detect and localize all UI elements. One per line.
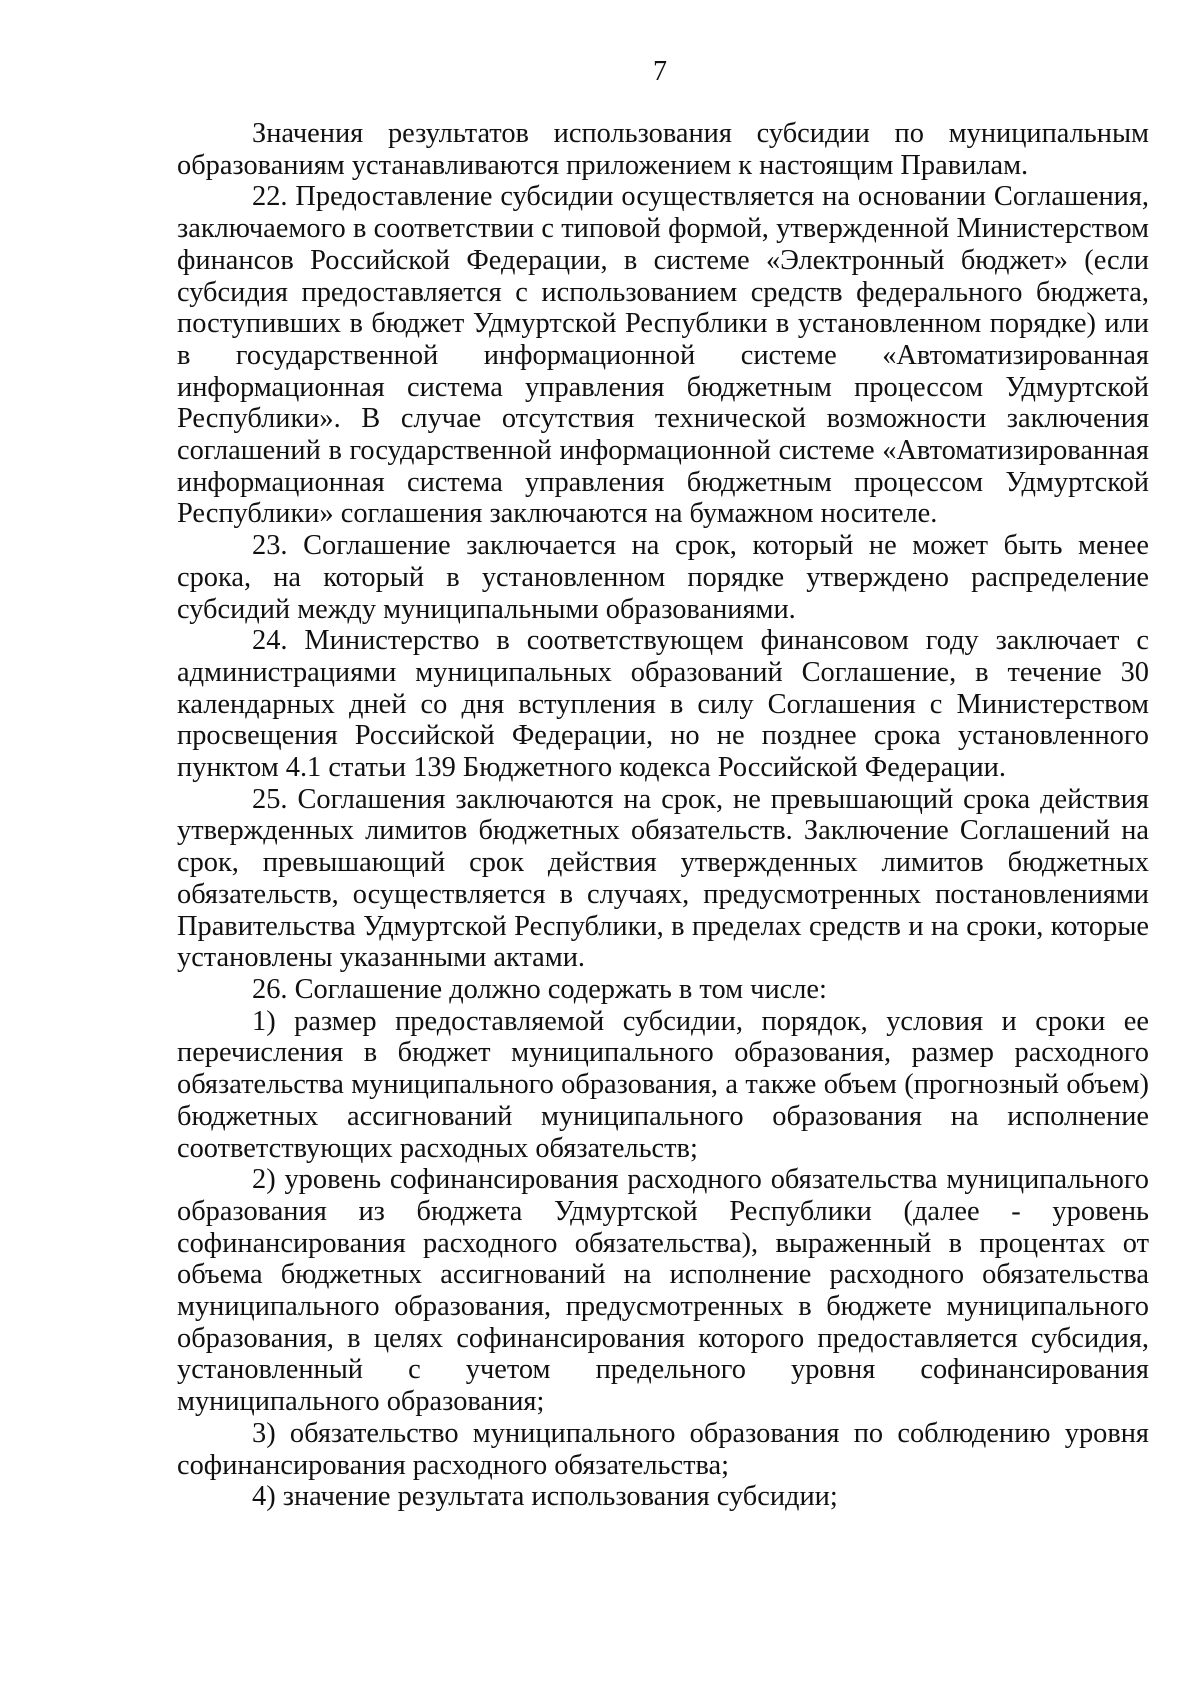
paragraph-25: 25. Соглашения заключаются на срок, не превышающий срока действия утвержденных лимитов бюджетных обязательств. Заключение Соглашений на срок, превышающий срок действия утвержденных лимитов бюджетных обязательств, осуществляется в случаях, предусмотренных постановлениями Правительства Удмуртской Республики, в пределах средств и на сроки, которые установлены указанными актами. xyxy=(177,783,1149,974)
paragraph-24: 24. Министерство в соответствующем финансовом году заключает с администрациями муниципальных образований Соглашение, в течение 30 календарных дней со дня вступления в силу Соглашения с Министерством просвещения Российской Федерации, но не позднее срока установленного пунктом 4.1 статьи 139 Бюджетного кодекса Российской Федерации. xyxy=(177,625,1149,784)
list-item-4: 4) значение результата использования субсидии; xyxy=(252,1481,838,1513)
document-body xyxy=(177,118,1149,1513)
paragraph-results-values: Значения результатов использования субсидии по муниципальным образованиям устанавливаются приложением к настоящим Правилам. xyxy=(177,118,1149,181)
paragraph-26: 26. Соглашение должно содержать в том числе: xyxy=(252,973,827,1005)
paragraph-23: 23. Соглашение заключается на срок, который не может быть менее срока, на который в установленном порядке утверждено распределение субсидий между муниципальными образованиями. xyxy=(177,530,1149,625)
list-item-3: 3) обязательство муниципального образования по соблюдению уровня софинансирования расходного обязательства; xyxy=(177,1417,1149,1481)
list-item-1: 1) размер предоставляемой субсидии, порядок, условия и сроки ее перечисления в бюджет муниципального образования, размер расходного обязательства муниципального образования, а также объем (прогнозный объем) бюджетных ассигнований муниципального образования на исполнение соответствующих расходных обязательств; xyxy=(177,1005,1149,1164)
page-number: 7 xyxy=(653,56,667,87)
list-item-2: 2) уровень софинансирования расходного обязательства муниципального образования из бюджета Удмуртской Республики (далее - уровень софинансирования расходного обязательства), выраженный в процентах от объема бюджетных ассигнований на исполнение расходного обязательства муниципального образования, предусмотренных в бюджете муниципального образования, в целях софинансирования которого предоставляется субсидия, установленный с учетом предельного уровня софинансирования муниципального образования; xyxy=(177,1164,1149,1418)
paragraph-22: 22. Предоставление субсидии осуществляется на основании Соглашения, заключаемого в соответствии с типовой формой, утвержденной Министерством финансов Российской Федерации, в системе «Электронный бюджет» (если субсидия предоставляется с использованием средств федерального бюджета, поступивших в бюджет Удмуртской Республики в установленном порядке) или в государственной информационной системе «Автоматизированная информационная система управления бюджетным процессом Удмуртской Республики». В случае отсутствия технической возможности заключения соглашений в государственной информационной системе «Автоматизированная информационная система управления бюджетным процессом Удмуртской Республики» соглашения заключаются на бумажном носителе. xyxy=(177,181,1149,530)
